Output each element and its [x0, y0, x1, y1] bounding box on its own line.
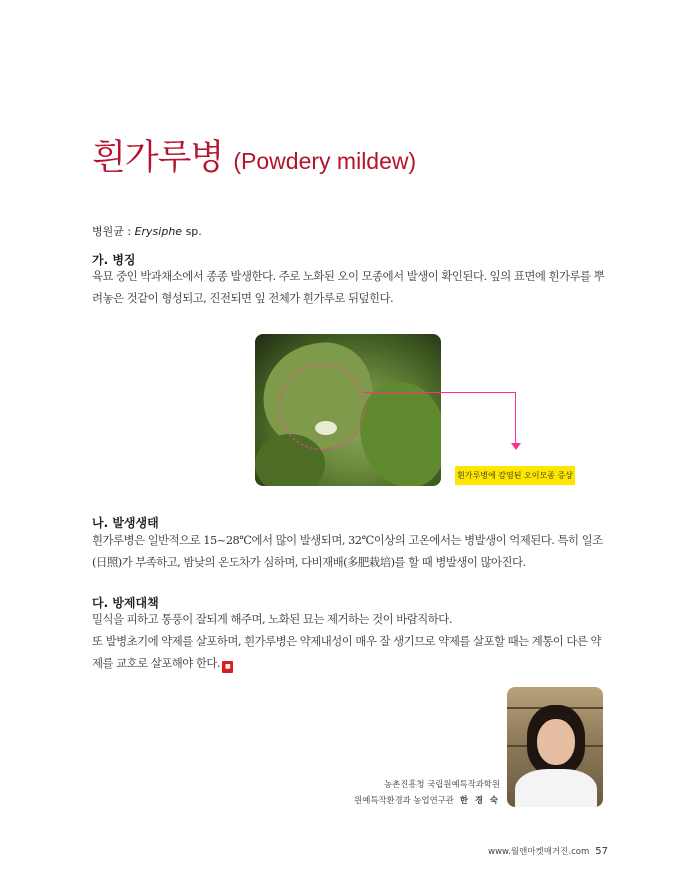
author-line	[354, 794, 500, 806]
figure-caption: 흰가루병에 감염된 오이모종 증상	[455, 466, 575, 485]
section-heading-symptoms: 가. 병징	[92, 253, 136, 267]
control-text: 또 발병초기에 약제를 살포하며, 흰가루병은 약제내성이 매우 잘 생기므로 약제를 살포할 때는 계통이 다른 약제를 교호로 살포해야 한다.	[92, 634, 601, 670]
pathogen-scientific-name: Erysiphe	[134, 225, 183, 238]
page-title	[92, 130, 416, 180]
callout-line	[515, 392, 516, 444]
title-korean: 흰가루병	[92, 138, 224, 178]
title-english: (Powdery mildew)	[233, 148, 417, 174]
pathogen-line	[92, 223, 202, 239]
cucumber-seedling-photo	[255, 334, 441, 486]
author-affiliation: 원예특작환경과 농업연구관	[354, 795, 454, 805]
arrow-down-icon	[511, 443, 521, 450]
callout-line	[363, 392, 516, 393]
section-paragraph-control-1: 밀식을 피하고 통풍이 잘되게 해주며, 노화된 묘는 제거하는 것이 바람직하다.	[92, 612, 452, 626]
pathogen-suffix: sp.	[182, 225, 202, 238]
portrait-face	[537, 719, 575, 765]
page-number: 57	[595, 846, 608, 857]
portrait-shirt	[515, 769, 597, 807]
section-paragraph-control-2	[92, 630, 607, 674]
pathogen-label: 병원균 :	[92, 225, 135, 238]
section-paragraph-ecology: 흰가루병은 일반적으로 15~28℃에서 많이 발생되며, 32℃이상의 고온에서는 병발생이 억제된다. 특히 일조(日照)가 부족하고, 밤낮의 온도차가 심하며, 다비재배(多肥栽培)를 할 때 병발생이 많아진다.	[92, 533, 603, 569]
author-institution: 농촌진흥청 국립원예특작과학원	[384, 779, 500, 789]
author-photo	[507, 687, 603, 807]
section-heading-ecology: 나. 발생생태	[92, 516, 159, 530]
section-heading-control: 다. 방제대책	[92, 596, 159, 610]
footer-url: www.월앤마켓매거진.com	[488, 847, 590, 857]
section-paragraph-symptoms: 육묘 중인 박과채소에서 종종 발생한다. 주로 노화된 오이 모종에서 발생이 확인된다. 잎의 표면에 흰가루를 뿌려놓은 것같이 형성되고, 진전되면 잎 전체가 흰가루로 뒤덮힌다.	[92, 269, 605, 305]
author-name: 한 경 숙	[459, 795, 500, 805]
page-footer	[488, 845, 608, 857]
leaf-shape	[360, 382, 441, 486]
end-mark-icon: ■	[222, 661, 233, 673]
highlight-circle	[279, 364, 365, 450]
